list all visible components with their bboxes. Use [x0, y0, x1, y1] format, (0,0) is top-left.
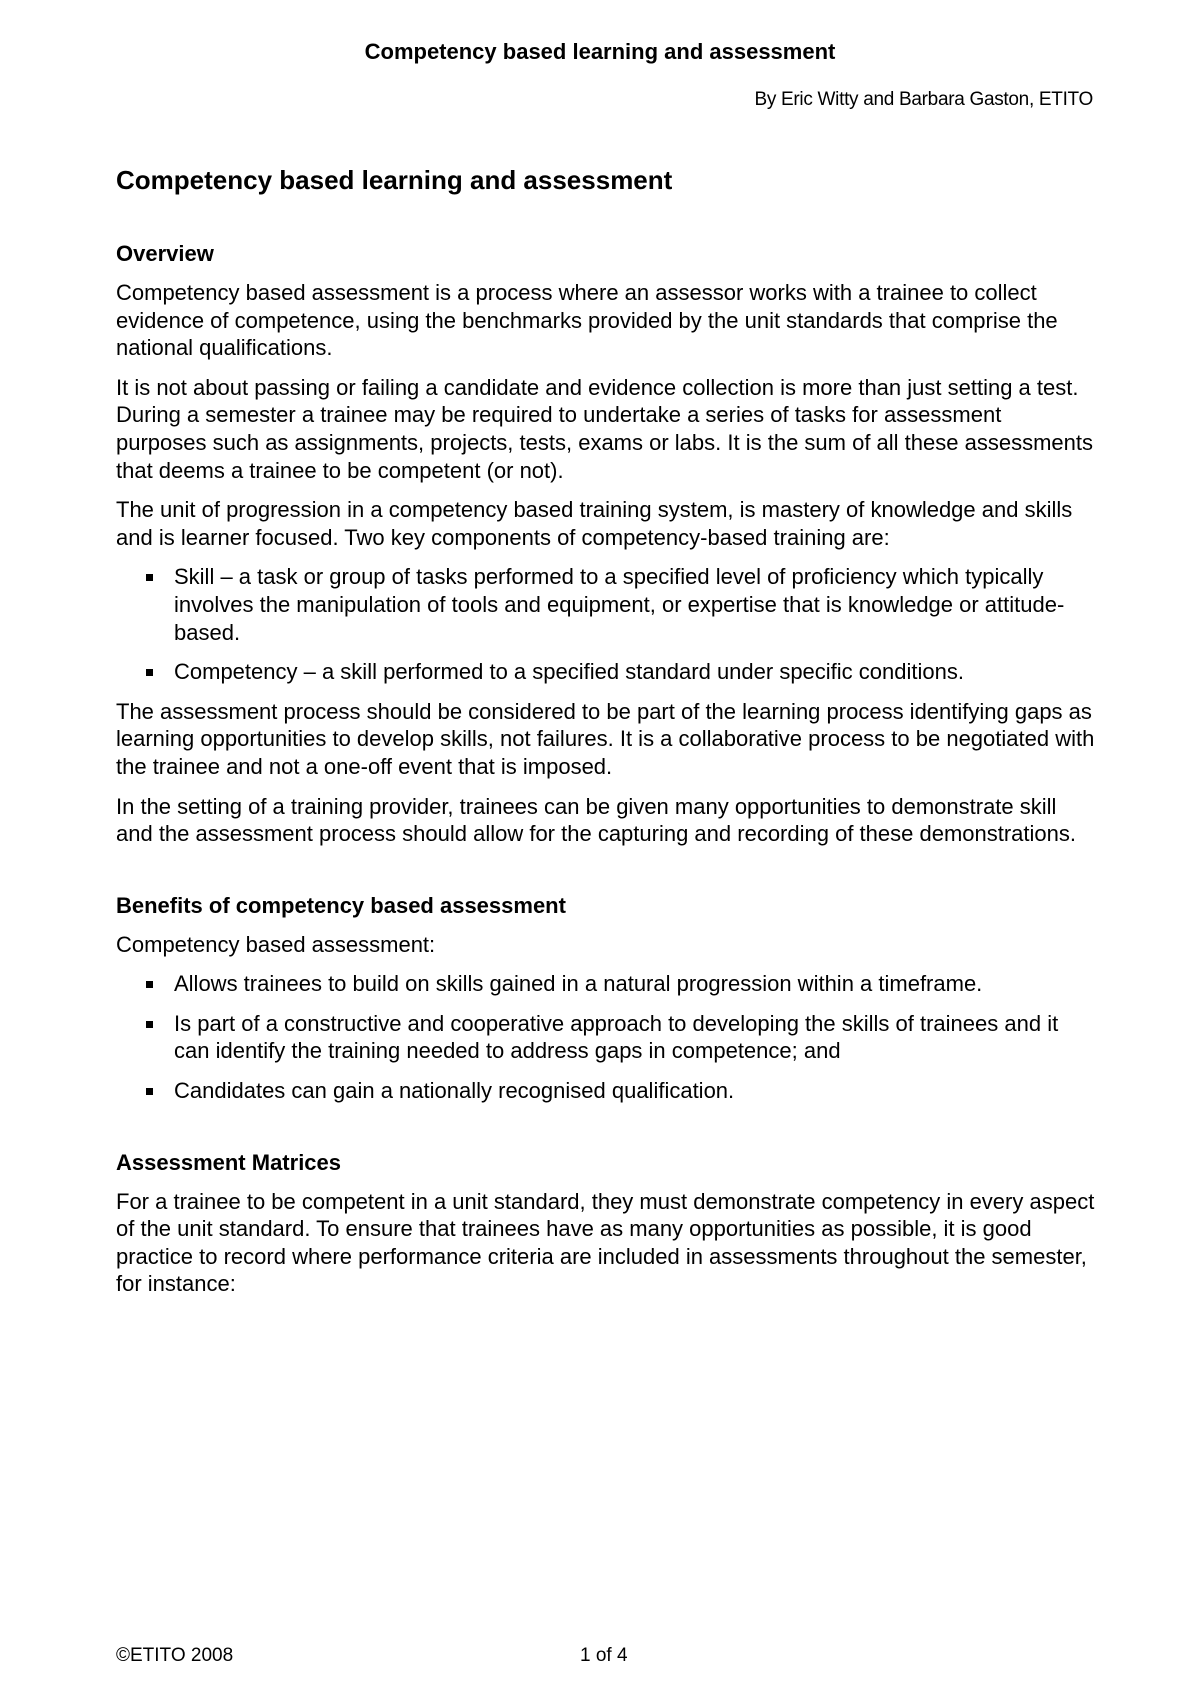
section-heading-matrices: Assessment Matrices	[116, 1149, 342, 1175]
section-heading-benefits: Benefits of competency based assessment	[116, 892, 566, 918]
list-item-text: Competency – a skill performed to a specified standard under specific conditions.	[174, 659, 964, 685]
bullet-square-icon	[146, 1088, 153, 1095]
bullet-list-components	[116, 563, 1096, 685]
document-body	[116, 164, 1096, 1310]
footer-page-number: 1 of 4	[580, 1645, 628, 1666]
section-heading-overview: Overview	[116, 241, 214, 266]
paragraph: Competency based assessment:	[116, 931, 436, 957]
paragraph: It is not about passing or failing a candidate and evidence collection is more than just setting a test. During a semester a trainee may be required to undertake a series of tasks for assessment purposes such as assignments, projects, tests, exams or labs. It is the sum of all these assessments that deems a trainee to be competent (or not).	[116, 374, 1093, 483]
list-item	[116, 1010, 1096, 1065]
page-header-authors: By Eric Witty and Barbara Gaston, ETITO	[754, 89, 1093, 110]
paragraph: In the setting of a training provider, trainees can be given many opportunities to demonstrate skill and the assessment process should allow for the capturing and recording of these demonstrations.	[116, 793, 1076, 847]
list-item	[116, 658, 1096, 686]
bullet-square-icon	[146, 669, 153, 676]
paragraph: Competency based assessment is a process where an assessor works with a trainee to collect evidence of competence, using the benchmarks provided by the unit standards that comprise the national qualifications.	[116, 280, 1058, 361]
paragraph: For a trainee to be competent in a unit standard, they must demonstrate competency in every aspect of the unit standard. To ensure that trainees have as many opportunities as possible, it is good practice to record where performance criteria are included in assessments throughout the semester, for instance:	[116, 1188, 1095, 1297]
list-item-text: Candidates can gain a nationally recognised qualification.	[174, 1078, 735, 1104]
list-item-text: Is part of a constructive and cooperative approach to developing the skills of trainees and it can identify the training needed to address gaps in competence; and	[174, 1010, 1059, 1064]
bullet-list-benefits	[116, 970, 1096, 1104]
paragraph: The unit of progression in a competency based training system, is mastery of knowledge and skills and is learner focused. Two key components of competency-based training are:	[116, 497, 1073, 550]
bullet-square-icon	[146, 574, 153, 581]
list-item-text: Skill – a task or group of tasks performed to a specified level of proficiency which typically involves the manipulation of tools and equipment, or expertise that is knowledge or attitude-based.	[174, 564, 1065, 645]
bullet-square-icon	[146, 981, 153, 988]
list-item-text: Allows trainees to build on skills gained in a natural progression within a timeframe.	[174, 971, 983, 997]
list-item	[116, 970, 1096, 998]
list-item	[116, 563, 1096, 646]
bullet-square-icon	[146, 1021, 153, 1028]
paragraph: The assessment process should be considered to be part of the learning process identifying gaps as learning opportunities to develop skills, not failures. It is a collaborative process to be negotiated with the trainee and not a one-off event that is imposed.	[116, 698, 1095, 779]
page-header-title: Competency based learning and assessment	[364, 39, 836, 64]
list-item	[116, 1077, 1096, 1105]
document-title: Competency based learning and assessment	[116, 165, 673, 195]
footer-copyright: ©ETITO 2008	[116, 1645, 234, 1666]
